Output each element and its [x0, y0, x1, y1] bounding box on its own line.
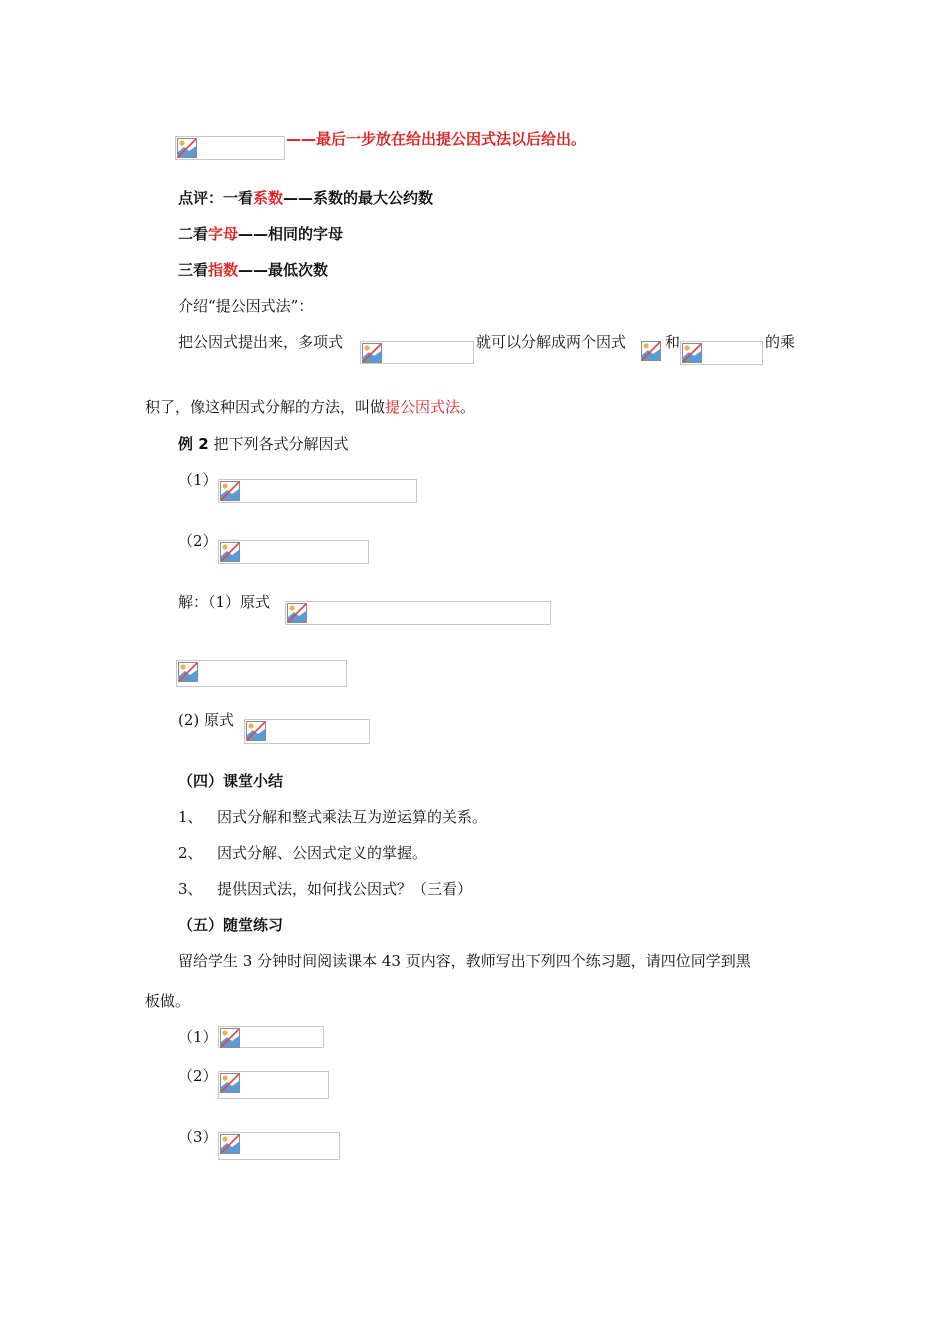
formula-image: [218, 1026, 324, 1048]
summary-item-1-text: 因式分解和整式乘法互为逆运算的关系。: [217, 808, 488, 826]
formula-image: [218, 1132, 340, 1160]
intro-heading: 介绍“提公因式法”：: [178, 297, 314, 315]
practice-num-2: （2）: [178, 1067, 218, 1085]
summary-item-2-num: 2、: [178, 844, 203, 862]
formula-image: [218, 1071, 329, 1099]
summary-item-3-num: 3、: [178, 880, 203, 898]
review-line-1: 点评：一看系数——系数的最大公约数: [178, 189, 434, 207]
broken-image-icon: [220, 542, 240, 562]
broken-image-icon: [220, 1134, 240, 1154]
intro-text-a: 把公因式提出来，多项式: [178, 333, 344, 351]
formula-image: [360, 341, 474, 364]
formula-image: [641, 341, 663, 363]
intro-text-line2: 积了，像这种因式分解的方法，叫做提公因式法。: [145, 398, 476, 416]
broken-image-icon: [220, 1073, 240, 1093]
formula-image: [680, 341, 763, 365]
example-title: 例 2 把下列各式分解因式: [178, 435, 349, 453]
formula-image: [175, 136, 285, 160]
broken-image-icon: [178, 662, 198, 682]
example-num-1: （1）: [178, 471, 218, 489]
example-num-2: （2）: [178, 532, 218, 550]
intro-text-c: 和: [665, 333, 681, 351]
practice-text-2: 板做。: [145, 992, 191, 1010]
note-text: ——最后一步放在给出提公因式法以后给出。: [286, 130, 587, 148]
broken-image-icon: [220, 481, 240, 501]
formula-image: [244, 719, 370, 744]
broken-image-icon: [246, 721, 266, 741]
summary-item-2-text: 因式分解、公因式定义的掌握。: [217, 844, 428, 862]
broken-image-icon: [177, 138, 197, 158]
practice-heading: （五）随堂练习: [178, 916, 284, 934]
broken-image-icon: [641, 341, 661, 361]
broken-image-icon: [362, 343, 382, 363]
practice-num-1: （1）: [178, 1028, 218, 1046]
summary-item-1-num: 1、: [178, 808, 203, 826]
formula-image: [285, 601, 551, 625]
broken-image-icon: [220, 1028, 240, 1048]
formula-image: [176, 660, 347, 687]
practice-text-1: 留给学生 3 分钟时间阅读课本 43 页内容，教师写出下列四个练习题，请四位同学到黑: [178, 952, 751, 970]
practice-num-3: （3）: [178, 1128, 218, 1146]
solution-2-label: (2) 原式: [178, 711, 235, 729]
review-line-2: 二看字母——相同的字母: [178, 225, 344, 243]
intro-text-b: 就可以分解成两个因式: [476, 333, 627, 351]
summary-heading: （四）课堂小结: [178, 772, 284, 790]
broken-image-icon: [682, 343, 702, 363]
broken-image-icon: [287, 603, 307, 623]
solution-1-label: 解：（1）原式: [178, 593, 271, 611]
formula-image: [218, 479, 417, 503]
summary-item-3-text: 提供因式法，如何找公因式？（三看）: [217, 880, 473, 898]
formula-image: [218, 540, 369, 564]
intro-text-d: 的乘: [765, 333, 796, 351]
review-line-3: 三看指数——最低次数: [178, 261, 329, 279]
